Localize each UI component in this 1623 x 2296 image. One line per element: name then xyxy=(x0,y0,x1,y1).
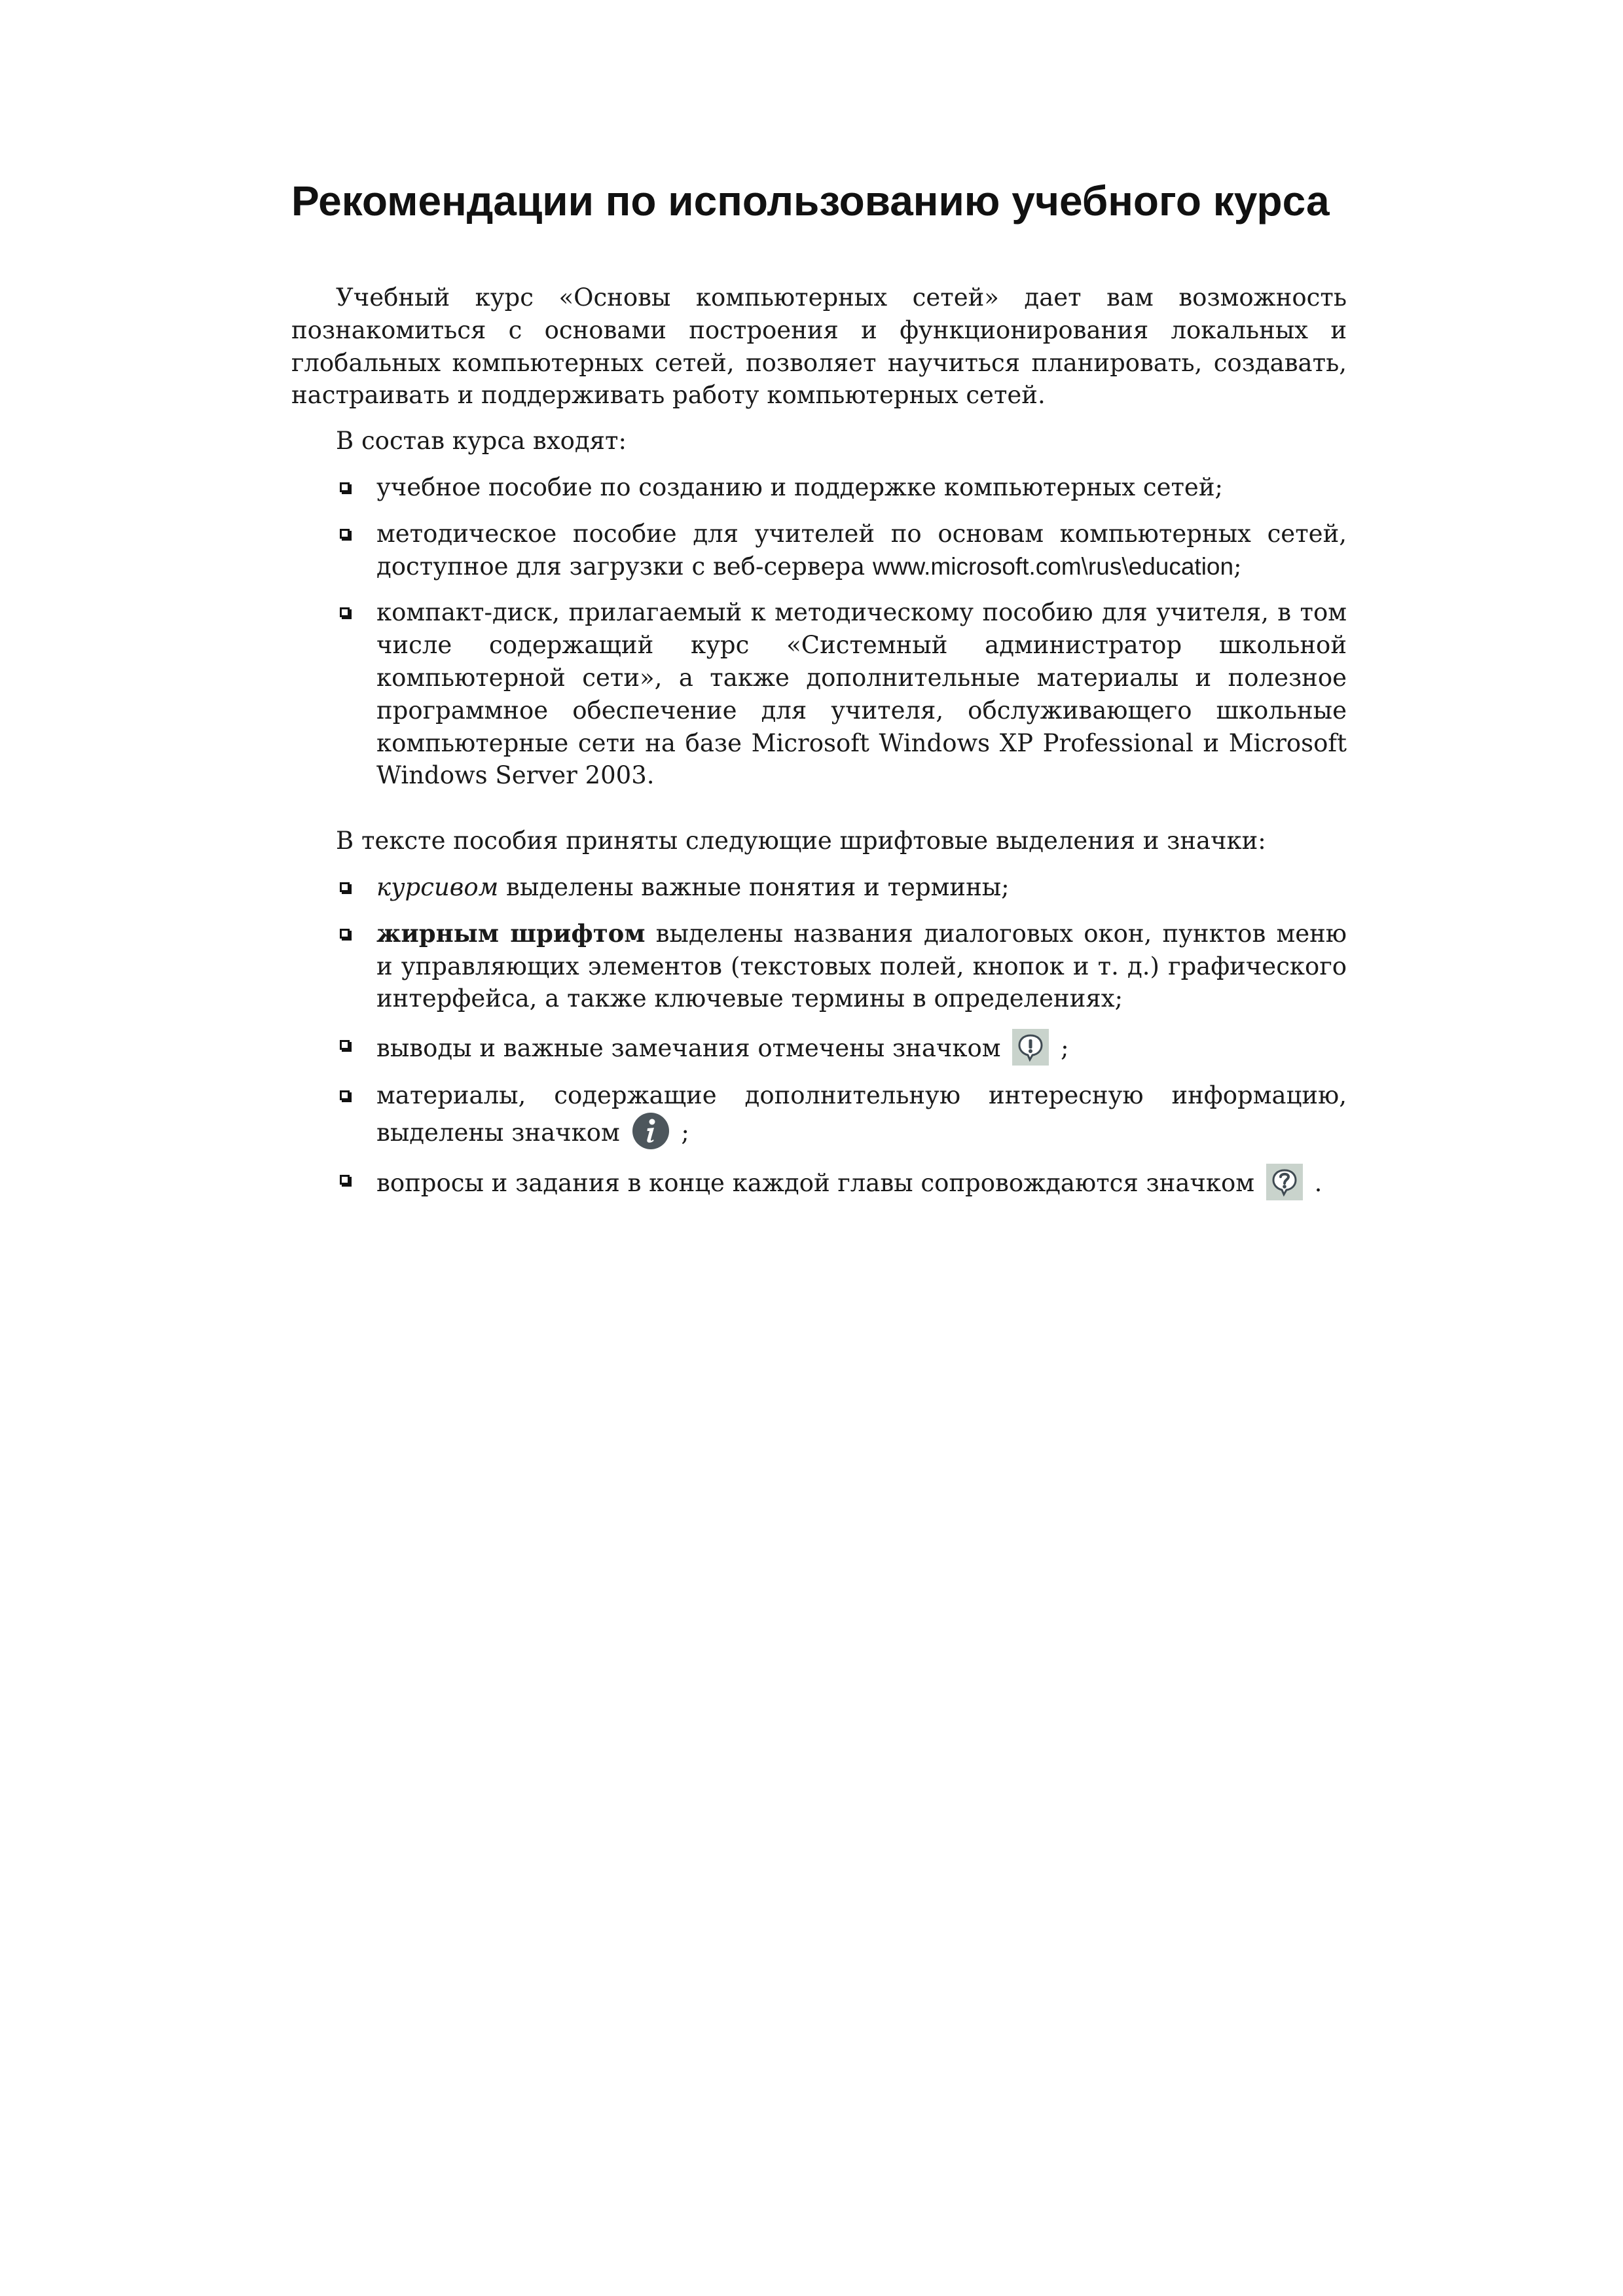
list-item xyxy=(291,596,1347,792)
list-item xyxy=(291,471,1347,504)
list-item-text: компакт-диск, прилагаемый к методическому пособию для учителя, в том числе содержащий курс «Системный администратор школьной компьютерной сети», а также дополнительные материалы и полезное программное обеспечение для учителя, обслуживающего школьные компьютерные сети на базе Microsoft Windows XP Professional и Microsoft Windows Server 2003. xyxy=(376,598,1347,790)
exclamation-bubble-icon xyxy=(1012,1029,1049,1066)
list-item-text: выводы и важные замечания отмечены значком xyxy=(376,1034,1001,1063)
education-url: www.microsoft.com\rus\education xyxy=(873,552,1234,580)
list-item xyxy=(291,518,1347,583)
list-item-text: методическое пособие для учителей по основам компьютерных сетей, доступное для загрузки с веб-сервера xyxy=(376,519,1347,581)
list-item-punct: . xyxy=(1314,1168,1322,1197)
list-item-text: вопросы и задания в конце каждой главы сопровождаются значком xyxy=(376,1168,1255,1197)
list-item xyxy=(291,1079,1347,1150)
list-item xyxy=(291,1164,1347,1200)
list-item-text: выделены важные понятия и термины; xyxy=(498,872,1010,901)
list-item-punct: ; xyxy=(1061,1034,1069,1063)
italic-term: курсивом xyxy=(376,872,499,901)
composition-list xyxy=(291,471,1347,792)
list-item-text: выделены названия диалоговых окон, пунктов меню и управляющих элементов (текстовых полей, кнопок и т. д.) графического интерфейса, а также ключевые термины в определениях; xyxy=(376,919,1347,1013)
conventions-lead: В тексте пособия приняты следующие шрифтовые выделения и значки: xyxy=(336,827,1266,855)
conventions-list xyxy=(291,871,1347,1200)
composition-lead: В состав курса входят: xyxy=(336,427,627,456)
list-item-text: учебное пособие по созданию и поддержке компьютерных сетей; xyxy=(376,473,1223,501)
list-item xyxy=(291,1029,1347,1066)
list-item xyxy=(291,918,1347,1015)
list-item-punct: ; xyxy=(1233,552,1242,581)
question-bubble-icon xyxy=(1266,1164,1303,1200)
document-body xyxy=(291,281,1347,1200)
page-title: Рекомендации по использованию учебного курса xyxy=(291,177,1330,224)
bold-term: жирным шрифтом xyxy=(376,918,646,948)
intro-paragraph: Учебный курс «Основы компьютерных сетей» дает вам возможность познакомиться с основами построения и функционирования локальных и глобальных компьютерных сетей, позволяет научиться планировать, создавать, настраивать и поддерживать работу компьютерных сетей. xyxy=(291,283,1347,410)
list-item xyxy=(291,871,1347,904)
info-circle-icon xyxy=(632,1112,670,1150)
list-item-punct: ; xyxy=(681,1118,689,1147)
list-item-text: материалы, содержащие дополнительную интересную информацию, выделены значком xyxy=(376,1081,1347,1147)
